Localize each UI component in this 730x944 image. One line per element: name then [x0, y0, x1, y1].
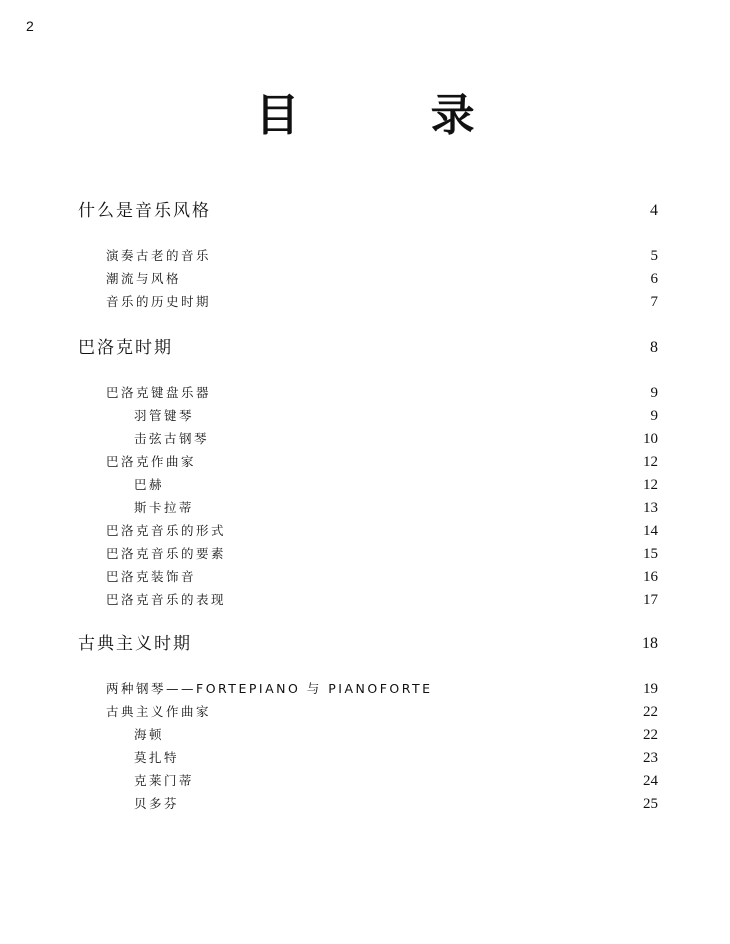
entry-page-number: 9 — [650, 385, 658, 401]
entry-page-number: 7 — [650, 294, 658, 310]
entry-page-number: 15 — [643, 546, 658, 562]
toc-entry[interactable] — [0, 769, 730, 793]
toc-entry[interactable] — [0, 723, 730, 747]
toc-entry[interactable] — [0, 244, 730, 268]
entry-title: 斯卡拉蒂 — [134, 500, 195, 515]
entry-title: 巴赫 — [134, 477, 165, 492]
toc-entry[interactable] — [0, 746, 730, 770]
entry-title: 音乐的历史时期 — [106, 294, 212, 309]
section-title: 巴洛克时期 — [78, 338, 173, 358]
toc-entry[interactable] — [0, 677, 730, 701]
section-page-number: 18 — [642, 635, 658, 652]
toc-entry[interactable] — [0, 381, 730, 405]
entry-title: 演奏古老的音乐 — [106, 248, 212, 263]
toc-entry[interactable] — [0, 473, 730, 497]
toc-entry[interactable] — [0, 792, 730, 816]
entry-page-number: 5 — [650, 248, 658, 264]
toc-entry[interactable] — [0, 427, 730, 451]
toc-title-text: 目 录 — [255, 90, 533, 141]
entry-title: 巴洛克装饰音 — [106, 569, 197, 584]
toc-section-3[interactable] — [0, 632, 730, 656]
section-title: 什么是音乐风格 — [78, 201, 211, 221]
entry-page-number: 6 — [650, 271, 658, 287]
entry-title: 贝多芬 — [134, 796, 180, 811]
entry-page-number: 13 — [643, 500, 658, 516]
toc-entry[interactable] — [0, 496, 730, 520]
entry-title: 巴洛克作曲家 — [106, 454, 197, 469]
entry-page-number: 17 — [643, 592, 658, 608]
entry-title: 莫扎特 — [134, 750, 180, 765]
entry-title: 古典主义作曲家 — [106, 704, 212, 719]
toc-section-2[interactable] — [0, 336, 730, 360]
entry-title: 潮流与风格 — [106, 271, 182, 286]
entry-title: 巴洛克音乐的要素 — [106, 546, 227, 561]
toc-entry[interactable] — [0, 542, 730, 566]
section-title: 古典主义时期 — [78, 634, 192, 654]
entry-page-number: 12 — [643, 477, 658, 493]
entry-page-number: 9 — [650, 408, 658, 424]
toc-entry[interactable] — [0, 290, 730, 314]
toc-entry[interactable] — [0, 700, 730, 724]
entry-page-number: 10 — [643, 431, 658, 447]
entry-title: 海顿 — [134, 727, 165, 742]
section-page-number: 4 — [650, 202, 658, 219]
entry-page-number: 22 — [643, 727, 658, 743]
entry-page-number: 19 — [643, 681, 658, 697]
entry-page-number: 23 — [643, 750, 658, 766]
section-page-number: 8 — [650, 339, 658, 356]
toc-entry[interactable] — [0, 565, 730, 589]
toc-section-1[interactable] — [0, 199, 730, 223]
toc-entry[interactable] — [0, 588, 730, 612]
entry-page-number: 22 — [643, 704, 658, 720]
entry-title: 羽管键琴 — [134, 408, 195, 423]
entry-page-number: 16 — [643, 569, 658, 585]
entry-title: 巴洛克音乐的形式 — [106, 523, 227, 538]
entry-title: 巴洛克音乐的表现 — [106, 592, 227, 607]
page-number: 2 — [26, 18, 34, 34]
entry-page-number: 25 — [643, 796, 658, 812]
toc-entry[interactable] — [0, 404, 730, 428]
entry-page-number: 24 — [643, 773, 658, 789]
toc-entry[interactable] — [0, 267, 730, 291]
entry-title: 克莱门蒂 — [134, 773, 195, 788]
entry-page-number: 14 — [643, 523, 658, 539]
toc-entry[interactable] — [0, 519, 730, 543]
toc-entry[interactable] — [0, 450, 730, 474]
entry-title: 击弦古钢琴 — [134, 431, 210, 446]
entry-title: 两种钢琴——FORTEPIANO 与 PIANOFORTE — [106, 681, 433, 696]
entry-title: 巴洛克键盘乐器 — [106, 385, 212, 400]
entry-page-number: 12 — [643, 454, 658, 470]
